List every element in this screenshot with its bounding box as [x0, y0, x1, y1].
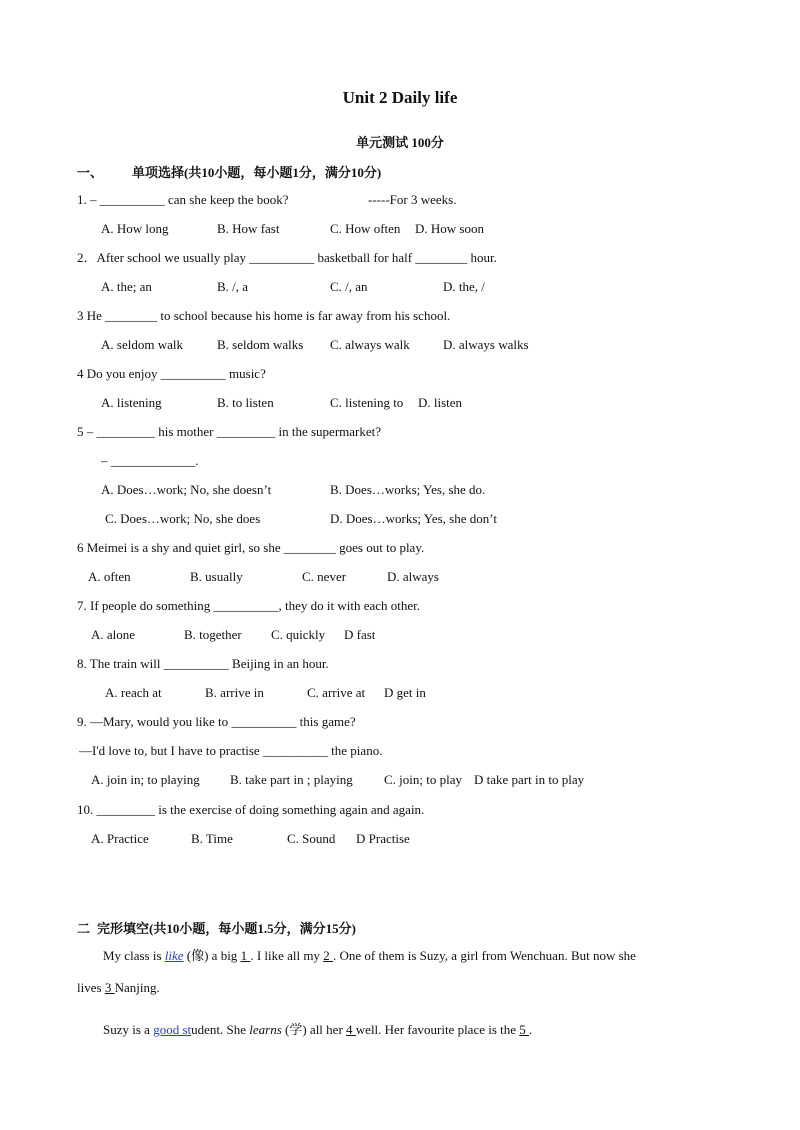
passage-text: udent. She [191, 1022, 250, 1037]
q10-option-b: B. Time [191, 831, 233, 846]
section-2-heading: 完形填空(共10小题，每小题1.5分，满分15分) [97, 921, 356, 936]
question-10: 10. _________ is the exercise of doing something again and again. [77, 802, 425, 817]
q4-option-c: C. listening to [330, 395, 404, 410]
passage-text: Suzy is a [103, 1022, 154, 1037]
question-1-reply: -----For 3 weeks. [368, 192, 457, 207]
blank-2: 2 [323, 948, 333, 963]
blank-4: 4 [346, 1022, 356, 1037]
blank-3: 3 [104, 980, 115, 995]
q8-option-c: C. arrive at [307, 685, 366, 700]
q8-option-a: A. reach at [105, 685, 162, 700]
q10-option-d: D Practise [356, 831, 410, 846]
q5-option-c: C. Does…work; No, she does [105, 511, 261, 526]
link-like[interactable]: like [164, 948, 184, 963]
word-learns: learns [249, 1022, 282, 1037]
q10-option-c: C. Sound [287, 831, 336, 846]
section-1-heading: 单项选择(共10小题，每小题1分，满分10分) [132, 165, 382, 180]
q4-option-a: A. listening [101, 395, 162, 410]
passage-text: . I like all my [250, 948, 324, 963]
question-9: 9. —Mary, would you like to __________ this game? [77, 714, 356, 729]
passage-text: . [529, 1022, 533, 1037]
passage-text: well. Her favourite place is the [355, 1022, 520, 1037]
passage-text: (像) a big [183, 948, 241, 963]
q1-option-d: D. How soon [415, 221, 484, 236]
q9-option-b: B. take part in ; playing [230, 772, 353, 787]
passage-line-1 [103, 948, 636, 964]
q9-option-a: A. join in; to playing [91, 772, 200, 787]
passage-text: My class is [103, 948, 165, 963]
q7-option-d: D fast [344, 627, 376, 642]
question-8: 8. The train will __________ Beijing in an hour. [77, 656, 329, 671]
q3-option-c: C. always walk [330, 337, 410, 352]
q3-option-a: A. seldom walk [101, 337, 183, 352]
q10-option-a: A. Practice [91, 831, 149, 846]
q7-option-b: B. together [184, 627, 242, 642]
q1-option-b: B. How fast [217, 221, 280, 236]
q9-option-c: C. join; to play [384, 772, 462, 787]
q1-option-c: C. How often [330, 221, 401, 236]
link-good-student[interactable]: good st [153, 1022, 192, 1037]
passage-text: . One of them is Suzy, a girl from Wenchuan. But now she [333, 948, 636, 963]
q3-option-b: B. seldom walks [217, 337, 304, 352]
question-7: 7. If people do something __________, they do it with each other. [77, 598, 420, 613]
passage-text: lives [77, 980, 105, 995]
passage-line-2 [77, 980, 160, 996]
question-9-reply: —I'd love to, but I have to practise __________ the piano. [79, 743, 383, 758]
q7-option-c: C. quickly [271, 627, 326, 642]
question-5: 5 – _________ his mother _________ in the supermarket? [77, 424, 382, 439]
q4-option-d: D. listen [418, 395, 463, 410]
blank-5: 5 [519, 1022, 530, 1037]
q9-option-d: D take part in to play [474, 772, 585, 787]
passage-text: Nanjing. [114, 980, 160, 995]
passage-text: (学) all her [281, 1022, 347, 1037]
q6-option-d: D. always [387, 569, 439, 584]
section-2-number: 二 [77, 921, 91, 936]
q5-option-d: D. Does…works; Yes, she don’t [330, 511, 497, 526]
question-3: 3 He ________ to school because his home is far away from his school. [77, 308, 451, 323]
q8-option-d: D get in [384, 685, 426, 700]
page-title: Unit 2 Daily life [342, 88, 458, 107]
q2-option-d: D. the, / [443, 279, 485, 294]
q4-option-b: B. to listen [217, 395, 274, 410]
q1-option-a: A. How long [101, 221, 169, 236]
q6-option-b: B. usually [190, 569, 243, 584]
q2-option-c: C. /, an [330, 279, 368, 294]
question-2: 2．After school we usually play __________ basketball for half ________ hour. [77, 250, 497, 265]
q5-option-b: B. Does…works; Yes, she do. [330, 482, 486, 497]
blank-1: 1 [240, 948, 251, 963]
q6-option-c: C. never [302, 569, 347, 584]
question-6: 6 Meimei is a shy and quiet girl, so she ________ goes out to play. [77, 540, 425, 555]
q2-option-b: B. /, a [217, 279, 249, 294]
page-subtitle: 单元测试 100分 [356, 135, 444, 150]
section-1-number: 一、 [77, 165, 104, 180]
q7-option-a: A. alone [91, 627, 136, 642]
q8-option-b: B. arrive in [205, 685, 264, 700]
question-1: 1. – __________ can she keep the book? [77, 192, 289, 207]
question-4: 4 Do you enjoy __________ music? [77, 366, 266, 381]
q3-option-d: D. always walks [443, 337, 529, 352]
passage-line-3 [103, 1022, 532, 1038]
q5-option-a: A. Does…work; No, she doesn’t [101, 482, 272, 497]
q2-option-a: A. the; an [101, 279, 152, 294]
question-5-reply: – _____________. [101, 453, 199, 468]
q6-option-a: A. often [88, 569, 131, 584]
